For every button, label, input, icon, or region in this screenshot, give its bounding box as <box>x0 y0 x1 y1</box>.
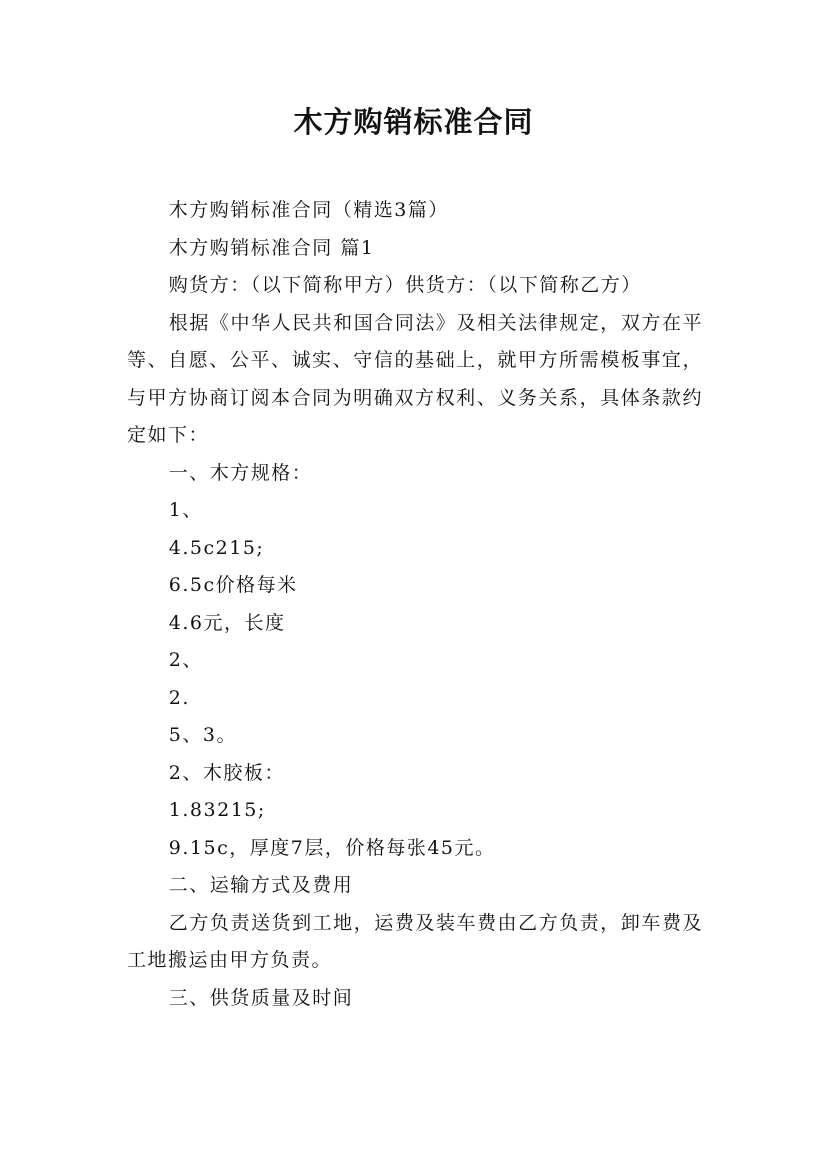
paragraph-parties: 购货方：（以下简称甲方）供货方：（以下简称乙方） <box>168 274 642 296</box>
paragraph-clause-1-heading: 一、木方规格： <box>168 461 313 484</box>
paragraph-item: 1.83215; <box>168 799 266 821</box>
paragraph-item: 1、 <box>168 499 203 521</box>
paragraph-item: 6.5c价格每米 <box>168 574 298 596</box>
paragraph-clause-2-body: 乙方负责送货到工地，运费及装车费由乙方负责，卸车费及工地搬运由甲方负责。 <box>127 911 703 971</box>
paragraph-item: 4.5c215; <box>168 536 265 559</box>
paragraph-item: 5、3。 <box>168 724 237 746</box>
paragraph-item: 2、 <box>168 649 203 671</box>
document-body <box>127 192 703 1017</box>
paragraph-clause-2-heading: 二、运输方式及费用 <box>168 874 354 896</box>
paragraph-clause-3-heading: 三、供货质量及时间 <box>168 986 354 1009</box>
paragraph-item: 4.6元，长度 <box>168 611 286 634</box>
paragraph-item: 9.15c，厚度7层，价格每张45元。 <box>168 836 496 859</box>
document-title: 木方购销标准合同 <box>293 105 534 139</box>
paragraph-item: 2、木胶板： <box>168 761 285 784</box>
paragraph-preamble: 根据《中华人民共和国合同法》及相关法律规定，双方在平等、自愿、公平、诚实、守信的基础上，就甲方所需模板事宜，与甲方协商订阅本合同为明确双方权利、义务关系，具体条款约定如下： <box>127 311 703 446</box>
paragraph-subtitle: 木方购销标准合同（精选3篇） <box>168 199 449 221</box>
paragraph-item: 2. <box>168 686 190 709</box>
paragraph-section-heading: 木方购销标准合同 篇1 <box>168 236 375 259</box>
